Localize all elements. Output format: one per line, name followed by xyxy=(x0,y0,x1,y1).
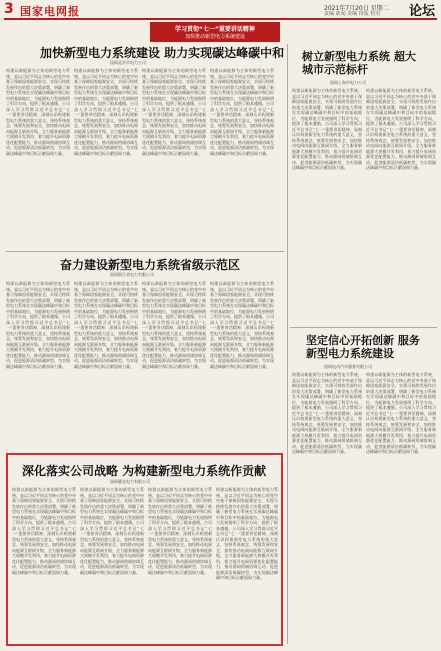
article-4-byline: 国网电动汽车服务有限公司 xyxy=(324,364,372,369)
article-1-title: 加快新型电力系统建设 助力实现碳达峰碳中和 xyxy=(40,46,285,60)
article-3-col-1: 构建以新能源为主体的新型电力系统，是以习近平同志为核心的党中央基于保障国家能源安全、实现可持续发展作出的重大决策部署，明确了新型电力系统在实现碳达峰碳中和目标中的基础地位，为能源电力发展指明了科学方向，提供了根本遵循。公司深入学习贯彻习近平总书记“七一”重要讲话精神，深刻认识构建新型电力系统的重大意义，坚持系统观念，统筹发展和安全，加快推动电网向能源互联网升级，全力服务新能源大规模开发利用，着力提升电网资源优化配置能力，推动源网荷储协调互动，促进能源清洁低碳转型，为实现碳达峰碳中和目标贡献国网力量。 xyxy=(292,88,362,170)
article-2-col-4: 构建以新能源为主体的新型电力系统，是以习近平同志为核心的党中央基于保障国家能源安全、实现可持续发展作出的重大决策部署，明确了新型电力系统在实现碳达峰碳中和目标中的基础地位，为能源电力发展指明了科学方向，提供了根本遵循。公司深入学习贯彻习近平总书记“七一”重要讲话精神，深刻认识构建新型电力系统的重大意义，坚持系统观念，统筹发展和安全，加快推动电网向能源互联网升级，全力服务新能源大规模开发利用，着力提升电网资源优化配置能力，推动源网荷储协调互动，促进能源清洁低碳转型，为实现碳达峰碳中和目标贡献国网力量。 xyxy=(210,281,274,369)
article-1-col-2: 构建以新能源为主体的新型电力系统，是以习近平同志为核心的党中央基于保障国家能源安全、实现可持续发展作出的重大决策部署，明确了新型电力系统在实现碳达峰碳中和目标中的基础地位，为能源电力发展指明了科学方向，提供了根本遵循。公司深入学习贯彻习近平总书记“七一”重要讲话精神，深刻认识构建新型电力系统的重大意义，坚持系统观念，统筹发展和安全，加快推动电网向能源互联网升级，全力服务新能源大规模开发利用，着力提升电网资源优化配置能力，推动源网荷储协调互动，促进能源清洁低碳转型，为实现碳达峰碳中和目标贡献国网力量。 xyxy=(74,68,138,156)
article-2-byline: 国网浙江省电力有限公司 xyxy=(110,272,154,277)
article-5-col-2: 构建以新能源为主体的新型电力系统，是以习近平同志为核心的党中央基于保障国家能源安全、实现可持续发展作出的重大决策部署，明确了新型电力系统在实现碳达峰碳中和目标中的基础地位，为能源电力发展指明了科学方向，提供了根本遵循。公司深入学习贯彻习近平总书记“七一”重要讲话精神，深刻认识构建新型电力系统的重大意义，坚持系统观念，统筹发展和安全，加快推动电网向能源互联网升级，全力服务新能源大规模开发利用，着力提升电网资源优化配置能力，推动源网荷储协调互动，促进能源清洁低碳转型，为实现碳达峰碳中和目标贡献国网力量。 xyxy=(80,487,144,575)
column-divider xyxy=(287,44,288,644)
article-1-col-4: 构建以新能源为主体的新型电力系统，是以习近平同志为核心的党中央基于保障国家能源安全、实现可持续发展作出的重大决策部署，明确了新型电力系统在实现碳达峰碳中和目标中的基础地位，为能源电力发展指明了科学方向，提供了根本遵循。公司深入学习贯彻习近平总书记“七一”重要讲话精神，深刻认识构建新型电力系统的重大意义，坚持系统观念，统筹发展和安全，加快推动电网向能源互联网升级，全力服务新能源大规模开发利用，着力提升电网资源优化配置能力，推动源网荷储协调互动，促进能源清洁低碳转型，为实现碳达峰碳中和目标贡献国网力量。 xyxy=(210,68,274,156)
article-5-col-1: 构建以新能源为主体的新型电力系统，是以习近平同志为核心的党中央基于保障国家能源安全、实现可持续发展作出的重大决策部署，明确了新型电力系统在实现碳达峰碳中和目标中的基础地位，为能源电力发展指明了科学方向，提供了根本遵循。公司深入学习贯彻习近平总书记“七一”重要讲话精神，深刻认识构建新型电力系统的重大意义，坚持系统观念，统筹发展和安全，加快推动电网向能源互联网升级，全力服务新能源大规模开发利用，着力提升电网资源优化配置能力，推动源网荷储协调互动，促进能源清洁低碳转型，为实现碳达峰碳中和目标贡献国网力量。 xyxy=(12,487,76,575)
divider xyxy=(6,251,284,252)
article-3-byline: 国网上海市电力公司 xyxy=(330,80,366,85)
page-number: 3 xyxy=(4,1,14,17)
issue-editor: 责编 新闻 美编 排版 校对 xyxy=(324,11,381,17)
article-2-col-1: 构建以新能源为主体的新型电力系统，是以习近平同志为核心的党中央基于保障国家能源安全、实现可持续发展作出的重大决策部署，明确了新型电力系统在实现碳达峰碳中和目标中的基础地位，为能源电力发展指明了科学方向，提供了根本遵循。公司深入学习贯彻习近平总书记“七一”重要讲话精神，深刻认识构建新型电力系统的重大意义，坚持系统观念，统筹发展和安全，加快推动电网向能源互联网升级，全力服务新能源大规模开发利用，着力提升电网资源优化配置能力，推动源网荷储协调互动，促进能源清洁低碳转型，为实现碳达峰碳中和目标贡献国网力量。 xyxy=(6,281,70,369)
banner-line-2: 加快推动新型电力系统建设 xyxy=(184,34,245,40)
article-4-col-1: 构建以新能源为主体的新型电力系统，是以习近平同志为核心的党中央基于保障国家能源安全、实现可持续发展作出的重大决策部署，明确了新型电力系统在实现碳达峰碳中和目标中的基础地位，为能源电力发展指明了科学方向，提供了根本遵循。公司深入学习贯彻习近平总书记“七一”重要讲话精神，深刻认识构建新型电力系统的重大意义，坚持系统观念，统筹发展和安全，加快推动电网向能源互联网升级，全力服务新能源大规模开发利用，着力提升电网资源优化配置能力，推动源网荷储协调互动，促进能源清洁低碳转型，为实现碳达峰碳中和目标贡献国网力量。 xyxy=(292,372,362,454)
article-2-col-2: 构建以新能源为主体的新型电力系统，是以习近平同志为核心的党中央基于保障国家能源安全、实现可持续发展作出的重大决策部署，明确了新型电力系统在实现碳达峰碳中和目标中的基础地位，为能源电力发展指明了科学方向，提供了根本遵循。公司深入学习贯彻习近平总书记“七一”重要讲话精神，深刻认识构建新型电力系统的重大意义，坚持系统观念，统筹发展和安全，加快推动电网向能源互联网升级，全力服务新能源大规模开发利用，着力提升电网资源优化配置能力，推动源网荷储协调互动，促进能源清洁低碳转型，为实现碳达峰碳中和目标贡献国网力量。 xyxy=(74,281,138,369)
article-2-title: 奋力建设新型电力系统省级示范区 xyxy=(60,258,241,272)
section-name: 论坛 xyxy=(408,4,435,19)
article-5-title: 深化落实公司战略 为构建新型电力系统作贡献 xyxy=(22,464,267,478)
article-4-title: 坚定信心开拓创新 服务新型电力系统建设 xyxy=(306,334,420,360)
article-1-byline: 国网北京市电力公司 xyxy=(110,60,146,65)
article-5-col-4: 构建以新能源为主体的新型电力系统，是以习近平同志为核心的党中央基于保障国家能源安全、实现可持续发展作出的重大决策部署，明确了新型电力系统在实现碳达峰碳中和目标中的基础地位，为能源电力发展指明了科学方向，提供了根本遵循。公司深入学习贯彻习近平总书记“七一”重要讲话精神，深刻认识构建新型电力系统的重大意义，坚持系统观念，统筹发展和安全，加快推动电网向能源互联网升级，全力服务新能源大规模开发利用，着力提升电网资源优化配置能力，推动源网荷储协调互动，促进能源清洁低碳转型，为实现碳达峰碳中和目标贡献国网力量。 xyxy=(216,487,278,580)
paper-name: 国家电网报 xyxy=(20,5,80,18)
topic-banner xyxy=(150,22,280,42)
article-5-byline: 国网冀北电力有限公司 xyxy=(110,479,150,484)
banner-line-1: 学习贯彻“七一”重要讲话精神 xyxy=(175,26,255,33)
article-1-col-3: 构建以新能源为主体的新型电力系统，是以习近平同志为核心的党中央基于保障国家能源安全、实现可持续发展作出的重大决策部署，明确了新型电力系统在实现碳达峰碳中和目标中的基础地位，为能源电力发展指明了科学方向，提供了根本遵循。公司深入学习贯彻习近平总书记“七一”重要讲话精神，深刻认识构建新型电力系统的重大意义，坚持系统观念，统筹发展和安全，加快推动电网向能源互联网升级，全力服务新能源大规模开发利用，着力提升电网资源优化配置能力，推动源网荷储协调互动，促进能源清洁低碳转型，为实现碳达峰碳中和目标贡献国网力量。 xyxy=(142,68,206,156)
article-3-col-2: 构建以新能源为主体的新型电力系统，是以习近平同志为核心的党中央基于保障国家能源安全、实现可持续发展作出的重大决策部署，明确了新型电力系统在实现碳达峰碳中和目标中的基础地位，为能源电力发展指明了科学方向，提供了根本遵循。公司深入学习贯彻习近平总书记“七一”重要讲话精神，深刻认识构建新型电力系统的重大意义，坚持系统观念，统筹发展和安全，加快推动电网向能源互联网升级，全力服务新能源大规模开发利用，着力提升电网资源优化配置能力，推动源网荷储协调互动，促进能源清洁低碳转型，为实现碳达峰碳中和目标贡献国网力量。 xyxy=(366,88,436,170)
article-2-col-3: 构建以新能源为主体的新型电力系统，是以习近平同志为核心的党中央基于保障国家能源安全、实现可持续发展作出的重大决策部署，明确了新型电力系统在实现碳达峰碳中和目标中的基础地位，为能源电力发展指明了科学方向，提供了根本遵循。公司深入学习贯彻习近平总书记“七一”重要讲话精神，深刻认识构建新型电力系统的重大意义，坚持系统观念，统筹发展和安全，加快推动电网向能源互联网升级，全力服务新能源大规模开发利用，着力提升电网资源优化配置能力，推动源网荷储协调互动，促进能源清洁低碳转型，为实现碳达峰碳中和目标贡献国网力量。 xyxy=(142,281,206,369)
article-4-col-2: 构建以新能源为主体的新型电力系统，是以习近平同志为核心的党中央基于保障国家能源安全、实现可持续发展作出的重大决策部署，明确了新型电力系统在实现碳达峰碳中和目标中的基础地位，为能源电力发展指明了科学方向，提供了根本遵循。公司深入学习贯彻习近平总书记“七一”重要讲话精神，深刻认识构建新型电力系统的重大意义，坚持系统观念，统筹发展和安全，加快推动电网向能源互联网升级，全力服务新能源大规模开发利用，着力提升电网资源优化配置能力，推动源网荷储协调互动，促进能源清洁低碳转型，为实现碳达峰碳中和目标贡献国网力量。 xyxy=(366,372,436,454)
divider xyxy=(290,327,437,328)
masthead xyxy=(4,2,437,20)
issue-date: 2021年7月20日 星期二 xyxy=(324,5,389,12)
article-3-title: 树立新型电力系统 超大城市示范标杆 xyxy=(302,50,416,76)
article-5-col-3: 构建以新能源为主体的新型电力系统，是以习近平同志为核心的党中央基于保障国家能源安全、实现可持续发展作出的重大决策部署，明确了新型电力系统在实现碳达峰碳中和目标中的基础地位，为能源电力发展指明了科学方向，提供了根本遵循。公司深入学习贯彻习近平总书记“七一”重要讲话精神，深刻认识构建新型电力系统的重大意义，坚持系统观念，统筹发展和安全，加快推动电网向能源互联网升级，全力服务新能源大规模开发利用，着力提升电网资源优化配置能力，推动源网荷储协调互动，促进能源清洁低碳转型，为实现碳达峰碳中和目标贡献国网力量。 xyxy=(148,487,212,575)
article-1-col-1: 构建以新能源为主体的新型电力系统，是以习近平同志为核心的党中央基于保障国家能源安全、实现可持续发展作出的重大决策部署，明确了新型电力系统在实现碳达峰碳中和目标中的基础地位，为能源电力发展指明了科学方向，提供了根本遵循。公司深入学习贯彻习近平总书记“七一”重要讲话精神，深刻认识构建新型电力系统的重大意义，坚持系统观念，统筹发展和安全，加快推动电网向能源互联网升级，全力服务新能源大规模开发利用，着力提升电网资源优化配置能力，推动源网荷储协调互动，促进能源清洁低碳转型，为实现碳达峰碳中和目标贡献国网力量。 xyxy=(6,68,70,156)
